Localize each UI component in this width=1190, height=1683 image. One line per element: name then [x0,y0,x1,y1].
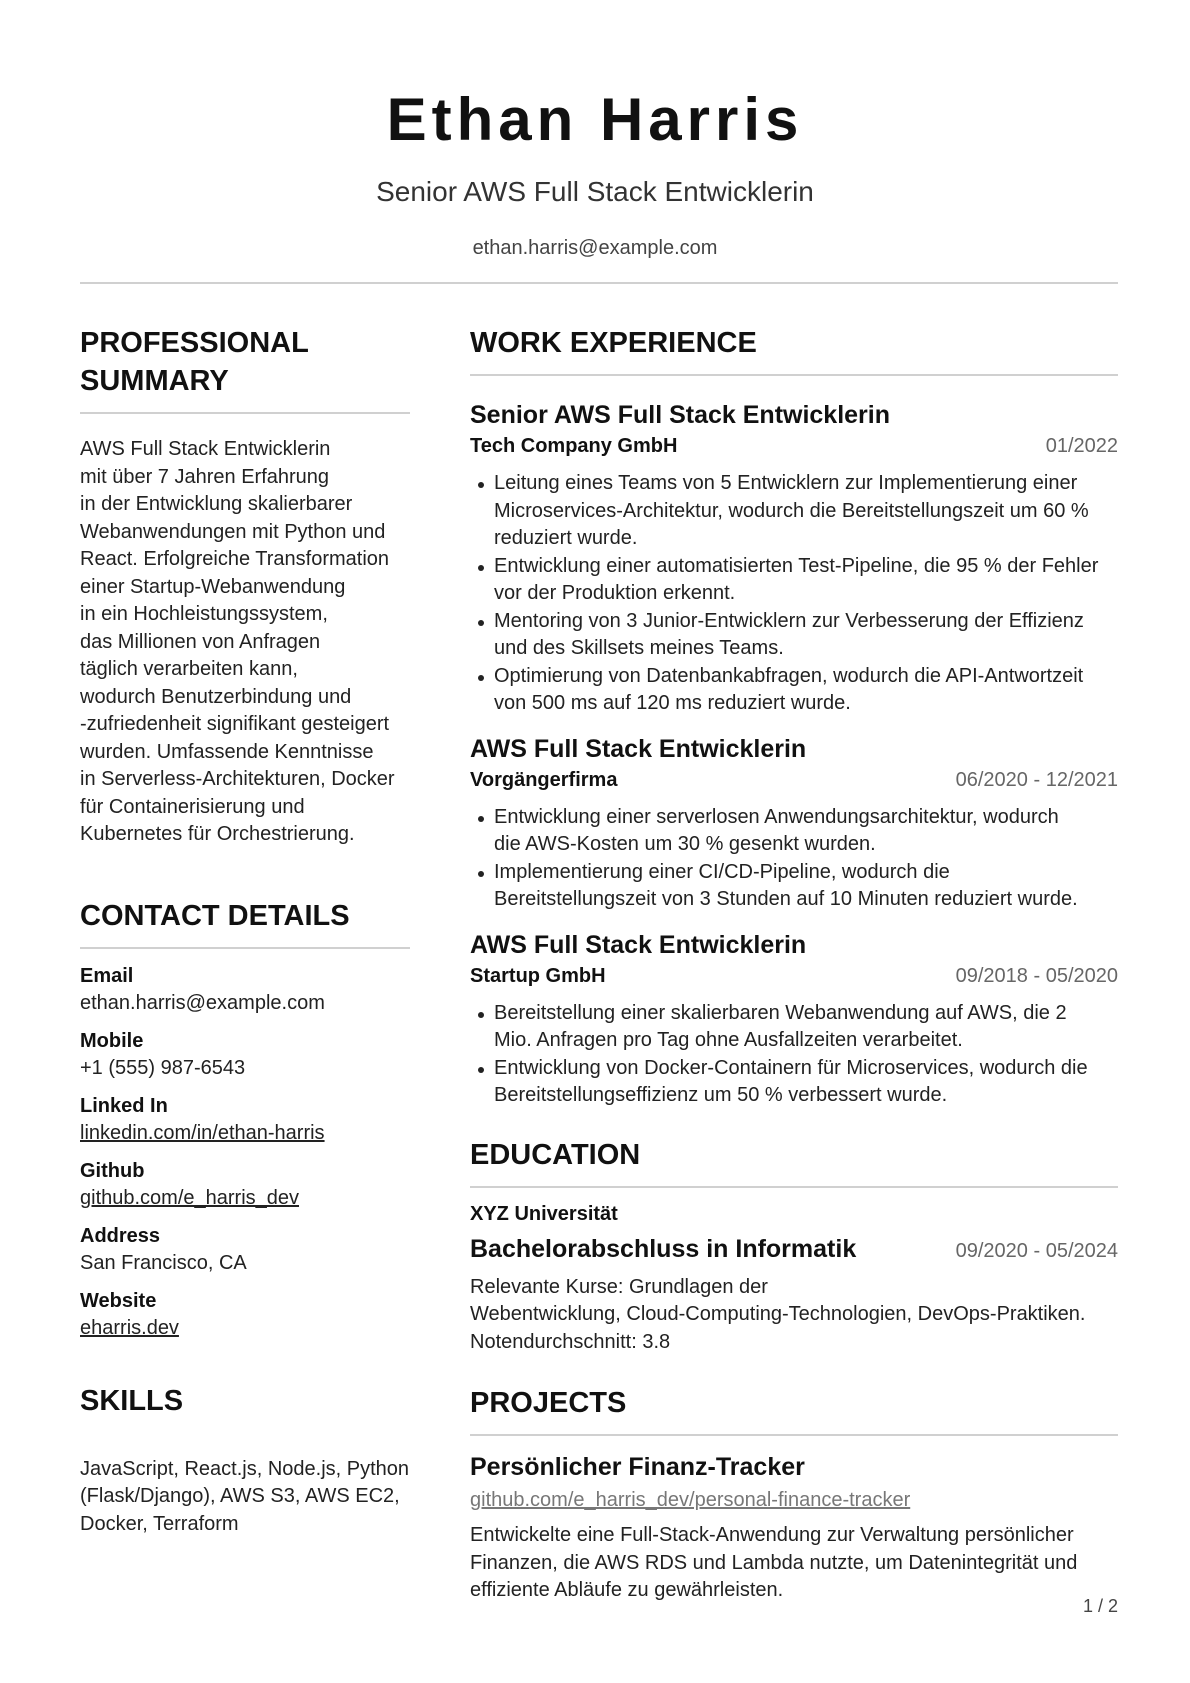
work-heading: WORK EXPERIENCE [470,327,757,359]
skills-line: (Flask/Django), AWS S3, AWS EC2, [80,1485,400,1507]
skills-line: Docker, Terraform [80,1512,239,1535]
website-link[interactable]: eharris.dev [80,1316,179,1339]
summary-line: in Serverless-Architekturen, Docker [80,768,395,790]
job-entry [470,732,1118,914]
mobile-label: Mobile [80,1029,144,1052]
project-line: Entwickelte eine Full-Stack-Anwendung zur Verwaltung persönlicher [470,1524,1074,1546]
bullet-line: vor der Produktion erkennt. [494,582,736,604]
summary-line: mit über 7 Jahren Erfahrung [80,465,330,488]
skills-section [80,1382,410,1539]
job-bullets [470,1000,1118,1110]
project-link[interactable]: github.com/e_harris_dev/personal-finance-tracker [470,1489,911,1511]
summary-line: Kubernetes für Orchestrierung. [80,823,355,845]
bullet-line: Entwicklung einer automatisierten Test-Pipeline, die 95 % der Fehler [494,554,1099,577]
summary-line: in der Entwicklung skalierbarer [80,493,353,515]
website-label: Website [80,1289,157,1312]
bullet-line: und des Skillsets meines Teams. [494,637,784,659]
linkedin-link[interactable]: linkedin.com/in/ethan-harris [80,1121,325,1144]
summary-line: React. Erfolgreiche Transformation [80,548,390,570]
email-value[interactable]: ethan.harris@example.com [80,991,325,1014]
section-divider [80,947,410,949]
company-name: Startup GmbH [470,964,606,987]
job-title: Senior AWS Full Stack Entwicklerin [470,401,891,429]
job-entry [470,398,1118,718]
linkedin-label: Linked In [80,1094,168,1117]
summary-heading-line: PROFESSIONAL [80,327,309,359]
job-entry [470,928,1118,1110]
bullet-item [470,553,1118,608]
job-meta [470,432,1118,460]
project-title: Persönlicher Finanz-Tracker [470,1453,805,1481]
bullet-line: Entwicklung von Docker-Containern für Microservices, wodurch die [494,1056,1088,1079]
left-column [80,324,410,1538]
right-column [470,324,1118,1605]
job-date: 09/2018 - 05/2020 [955,964,1118,987]
summary-line: in ein Hochleistungssystem, [80,603,328,625]
bullet-line: Bereitstellungszeit von 3 Stunden auf 10 Minuten reduziert wurde. [494,888,1078,910]
education-date: 09/2020 - 05/2024 [955,1239,1118,1262]
bullet-line: Bereitstellungseffizienz um 50 % verbessert wurde. [494,1084,948,1106]
project-description [470,1522,1118,1605]
education-details [470,1274,1118,1357]
section-divider [80,412,410,414]
bullet-line: Microservices-Architektur, wodurch die Bereitstellungszeit um 60 % [494,499,1089,522]
school-name: XYZ Universität [470,1202,618,1225]
education-section [470,1136,1118,1357]
education-line: Relevante Kurse: Grundlagen der [470,1275,768,1298]
summary-line: wurden. Umfassende Kenntnisse [80,740,374,763]
header-divider [80,282,1118,284]
bullet-line: Entwicklung einer serverlosen Anwendungsarchitektur, wodurch [494,805,1059,828]
bullet-line: Optimierung von Datenbankabfragen, wodurch die API-Antwortzeit [494,664,1084,687]
github-link[interactable]: github.com/e_harris_dev [80,1186,300,1209]
projects-heading: PROJECTS [470,1387,627,1419]
header-email[interactable]: ethan.harris@example.com [472,237,718,259]
bullet-line: reduziert wurde. [494,527,638,549]
summary-section [80,324,410,849]
bullet-item [470,1055,1118,1110]
bullet-item [470,804,1118,859]
job-bullets [470,804,1118,914]
github-label: Github [80,1159,145,1182]
summary-line: täglich verarbeiten kann, [80,658,298,680]
email-label: Email [80,964,134,987]
bullet-item [470,608,1118,663]
contact-heading: CONTACT DETAILS [80,899,350,932]
resume-header [0,80,1190,262]
bullet-line: von 500 ms auf 120 ms reduziert wurde. [494,692,851,714]
job-bullets [470,470,1118,718]
bullet-line: Mio. Anfragen pro Tag ohne Ausfallzeiten verarbeitet. [494,1029,963,1051]
section-divider [470,374,1118,376]
section-divider [470,1186,1118,1188]
summary-heading-line: SUMMARY [80,365,229,397]
candidate-title: Senior AWS Full Stack Entwicklerin [376,176,814,207]
summary-line: Webanwendungen mit Python und [80,520,386,543]
company-name: Vorgängerfirma [470,768,618,791]
summary-line: AWS Full Stack Entwicklerin [80,438,331,460]
summary-line: das Millionen von Anfragen [80,630,321,653]
candidate-name: Ethan Harris [386,86,804,153]
contact-section [80,897,410,1342]
projects-section [470,1384,1118,1605]
degree-row [470,1232,1118,1266]
address-value: San Francisco, CA [80,1251,247,1274]
summary-line: wodurch Benutzerbindung und [80,685,352,708]
degree-title: Bachelorabschluss in Informatik [470,1234,857,1263]
job-title: AWS Full Stack Entwicklerin [470,930,807,959]
page-number: 1 / 2 [1082,1596,1118,1616]
mobile-value: +1 (555) 987-6543 [80,1056,246,1079]
company-name: Tech Company GmbH [470,435,678,457]
summary-heading [80,324,410,400]
job-date: 06/2020 - 12/2021 [955,768,1118,791]
address-label: Address [80,1224,161,1247]
bullet-line: Leitung eines Teams von 5 Entwicklern zur Implementierung einer [494,472,1078,494]
bullet-item [470,663,1118,718]
job-title: AWS Full Stack Entwicklerin [470,734,807,763]
bullet-item [470,859,1118,914]
summary-line: -zufriedenheit signifikant gesteigert [80,713,390,735]
section-divider [470,1434,1118,1436]
bullet-item [470,1000,1118,1055]
bullet-line: Implementierung einer CI/CD-Pipeline, wodurch die [494,860,950,883]
education-line: Notendurchschnitt: 3.8 [470,1330,671,1353]
project-line: Finanzen, die AWS RDS und Lambda nutzte, um Datenintegrität und [470,1551,1078,1574]
education-line: Webentwicklung, Cloud-Computing-Technologien, DevOps-Praktiken. [470,1303,1086,1325]
job-meta [470,766,1118,794]
skills-text [80,1456,410,1539]
summary-line: für Containerisierung und [80,795,305,818]
bullet-item [470,470,1118,553]
summary-text [80,436,410,849]
skills-line: JavaScript, React.js, Node.js, Python [80,1457,410,1480]
bullet-line: Mentoring von 3 Junior-Entwicklern zur Verbesserung der Effizienz [494,609,1084,632]
job-date: 01/2022 [1045,435,1118,457]
bullet-line: Bereitstellung einer skalierbaren Webanwendung auf AWS, die 2 [494,1001,1067,1024]
project-line: effiziente Abläufe zu gewährleisten. [470,1579,784,1601]
summary-line: einer Startup-Webanwendung [80,575,346,598]
job-meta [470,962,1118,990]
education-heading: EDUCATION [470,1138,641,1171]
bullet-line: die AWS-Kosten um 30 % gesenkt wurden. [494,833,876,855]
work-section [470,324,1118,1110]
skills-heading: SKILLS [80,1384,184,1417]
